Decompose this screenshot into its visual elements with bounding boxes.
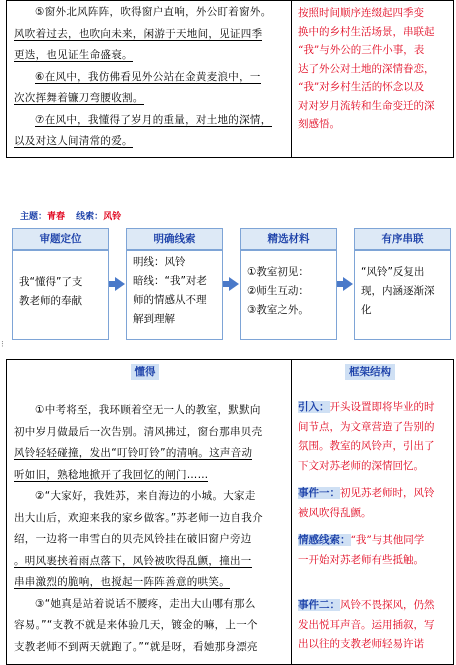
card-order-line-1: “风铃”反复出 — [361, 266, 425, 278]
para-2-line-5: 串串激烈的脆响，也搅起一阵阵善意的哄笑。 — [14, 576, 230, 588]
bottom-table-divider — [291, 359, 292, 665]
section-event2-line-1: 风铃不畏探风，仍然 — [340, 599, 435, 611]
card-title-audit: 审题定位 — [12, 228, 109, 250]
card-order-line-2: 现，内涵逐渐深化 — [361, 285, 435, 316]
para-2-line-2: 出大山后，欢迎来我的家乡做客。”苏老师一边自我介 — [14, 511, 263, 524]
bottom-right-column — [298, 398, 452, 655]
card-title-clue: 明确线索 — [126, 228, 223, 250]
card-clue-line-1: 明线：风铃 — [133, 256, 186, 268]
top-para-5-line-3: 更迭，也见证生命盛衰。 — [14, 49, 133, 61]
theme-value: 青春 — [47, 212, 66, 222]
para-3-line-1: ③“她真是站着说话不腰疼，走出大山哪有那么 — [35, 597, 256, 610]
card-clue-line-4: 解到理解 — [133, 313, 175, 325]
card-audit-line-2: 教老师的奉献 — [19, 295, 82, 307]
para-1-line-4: 听如旧，熟稔地掀开了我回忆的闸门…… — [14, 468, 209, 481]
section-event2-line-3: 出以往的支教老师轻易许诺 — [298, 638, 424, 650]
top-right-line-2: 换中的乡村生活场景，串联起 — [298, 25, 435, 38]
card-body-audit — [12, 250, 109, 340]
top-right-line-7: 刻感悟。 — [298, 118, 340, 130]
top-right-line-3: “我”与外公的三件小事，表 — [298, 44, 425, 56]
top-right-line-6: 对对岁月流转和生命变迁的深 — [298, 99, 435, 112]
card-material-line-2: ②师生互动： — [247, 285, 309, 297]
section-emotion-line-2: 一开始对苏老师有些抵触。 — [298, 553, 424, 566]
top-table-divider — [291, 0, 292, 158]
para-1-line-2: 初中岁月做最后一次告别。清风拂过，窗台那串贝壳 — [14, 425, 263, 438]
page-marker-icon: ⁝ — [1, 340, 4, 350]
bottom-left-title: 懂得 — [131, 364, 159, 380]
section-event1-label: 事件一： — [298, 487, 340, 499]
top-para-5-line-2: 风吹着过去，也吹向未来，闲游于天地间，见证四季 — [14, 27, 263, 40]
clue-value: 风铃 — [103, 212, 122, 222]
section-event2-line-2: 发出悦耳声音。运用插叙，写 — [298, 618, 435, 631]
section-event2-label: 事件二： — [298, 599, 340, 611]
section-event1-line-1: 初见苏老师时，风铃 — [340, 487, 435, 499]
top-left-column — [14, 2, 286, 153]
top-right-line-5: “我”对乡村生活的怀念以及 — [298, 81, 425, 93]
section-intro-line-4: 下文对苏老师的深情回忆。 — [298, 459, 424, 472]
top-right-line-4: 达了外公对土地的深情眷恋， — [298, 62, 435, 75]
top-para-6-line-2: 次次挥舞着镰刀弯腰收割。 — [14, 92, 144, 104]
card-clue-line-2: 暗线：“我”对老 — [133, 275, 207, 287]
card-body-order — [354, 250, 451, 340]
arrow-1-icon — [115, 277, 125, 291]
para-2-line-4: 。明风裹挟着雨点落下，风铃被吹得乱颤，撞出一 — [14, 554, 252, 567]
section-emotion-label: 情感线索： — [298, 534, 351, 546]
section-intro-line-3: 氛围。教室的风铃声，引出了 — [298, 440, 435, 452]
card-material-line-1: ①教室初见： — [247, 266, 309, 278]
para-2-line-3: 绍，一边将一串雪白的贝壳风铃挂在破旧窗户旁边 — [14, 533, 252, 545]
top-para-7-line-1: ⑦在风中，我懂得了岁月的重量，对土地的深情， — [35, 113, 272, 126]
para-1-line-3: 风铃轻轻碰撞，发出“叮铃叮铃”的清响。这声音动 — [14, 447, 253, 459]
top-para-5-line-1: ⑤窗外北风阵阵，吹得窗户直响，外公盯着窗外。 — [35, 6, 272, 18]
top-para-7-line-2: 以及对这人间清常的爱。 — [14, 135, 133, 147]
bottom-left-column — [14, 400, 286, 658]
card-title-order: 有序串联 — [354, 228, 451, 250]
theme-line — [20, 209, 121, 222]
section-intro-line-2: 间节点，为文章营造了告别的 — [298, 420, 435, 433]
top-right-column — [298, 4, 452, 134]
top-right-line-1: 按照时间顺序连缀起四季变 — [298, 7, 424, 19]
para-3-line-2: 容易。”“支教不就是来体验几天，镀金的嘛，上一个 — [14, 619, 258, 631]
top-para-6-line-1: ⑥在风中，我仿佛看见外公站在金黄麦浪中，一 — [35, 70, 261, 83]
clue-label: 线索： — [76, 212, 104, 222]
card-material-line-3: ③教室之外。 — [247, 304, 309, 316]
para-3-line-3: 支教老师不到两天就跑了。”“就是呀，看她那身漂亮 — [14, 640, 258, 653]
bottom-right-title: 框架结构 — [345, 364, 395, 380]
section-event1-line-2: 被风吹得乱颤。 — [298, 506, 372, 519]
card-clue-line-3: 师的情感从不理 — [133, 294, 207, 306]
arrow-2-icon — [229, 277, 239, 291]
para-2-line-1: ②“大家好，我姓苏，来自海边的小城。大家走 — [35, 490, 256, 502]
theme-label: 主题： — [20, 212, 48, 222]
section-intro-label: 引入： — [298, 401, 330, 413]
section-intro-line-1: 开头设置即将毕业的时 — [329, 401, 435, 413]
card-body-clue — [126, 250, 223, 340]
section-emotion-line-1: “我”与其他同学 — [350, 534, 425, 546]
para-1-line-1: ①中考将至，我环顾着空无一人的教室，默默向 — [35, 404, 261, 416]
card-body-material — [240, 250, 337, 340]
arrow-3-icon — [343, 277, 353, 291]
card-audit-line-1: 我“懂得”了支 — [19, 276, 83, 288]
card-title-material: 精选材料 — [240, 228, 337, 250]
